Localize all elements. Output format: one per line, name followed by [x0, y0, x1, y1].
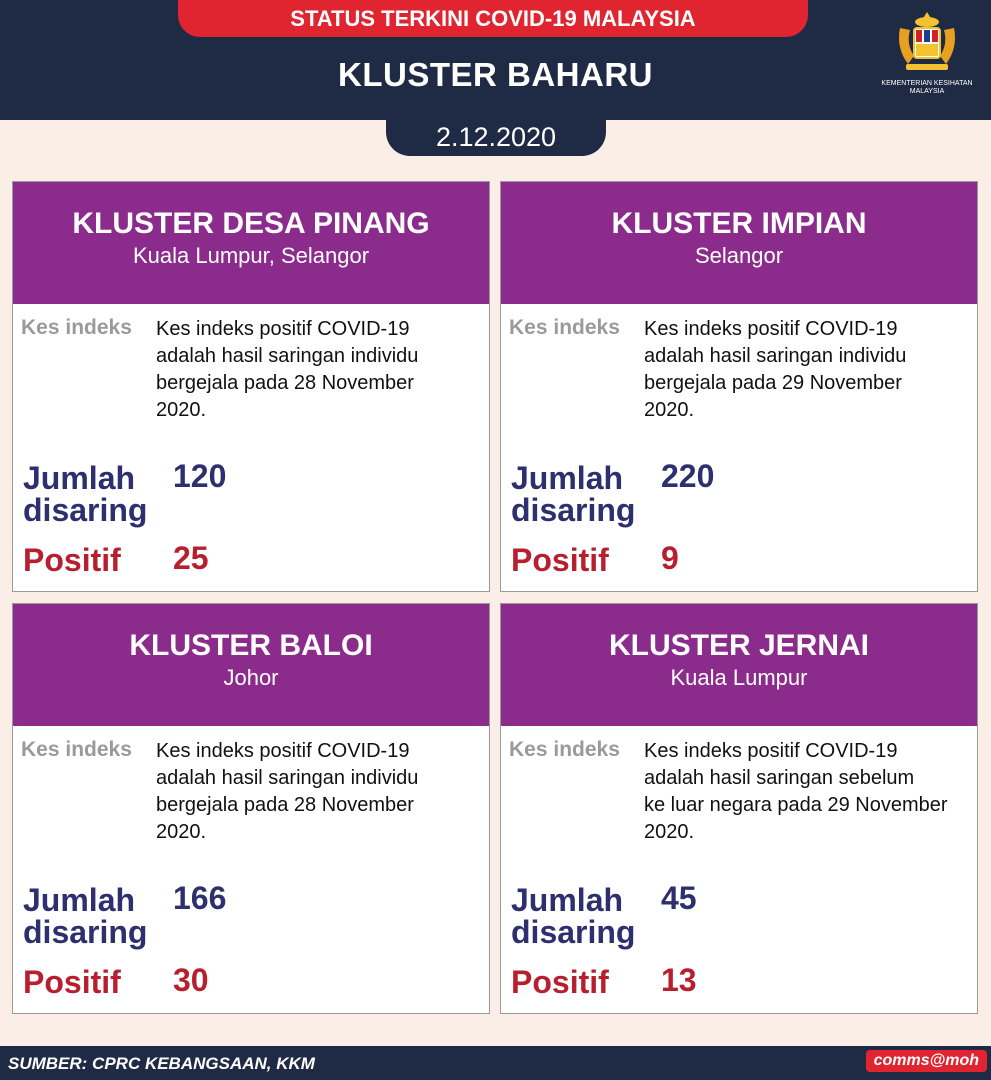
cluster-card	[500, 181, 978, 592]
source-credit: SUMBER: CPRC KEBANGSAAN, KKM	[8, 1054, 315, 1073]
cluster-name: KLUSTER JERNAI	[608, 629, 870, 662]
cluster-name: KLUSTER DESA PINANG	[72, 207, 430, 240]
screened-value: 120	[173, 458, 227, 494]
positive-value: 9	[661, 540, 679, 576]
cluster-location: Kuala Lumpur	[670, 665, 808, 690]
cluster-card	[12, 603, 490, 1014]
positive-value: 13	[661, 962, 697, 998]
positive-label: Positif	[511, 964, 609, 1000]
positive-label: Positif	[511, 542, 609, 578]
positive-value: 25	[173, 540, 209, 576]
cluster-header	[13, 604, 489, 726]
index-case-label: Kes indeks	[21, 316, 132, 339]
screened-label: Jumlah disaring	[511, 882, 636, 950]
logo-text: KEMENTERIAN KESIHATAN MALAYSIA	[881, 80, 973, 95]
screened-value: 220	[661, 458, 715, 494]
index-case-text: Kes indeks positif COVID-19 adalah hasil saringan individu bergejala pada 28 November 2020.	[156, 740, 419, 843]
footer-bar	[0, 1046, 991, 1080]
index-case-label: Kes indeks	[509, 316, 620, 339]
index-case-text: Kes indeks positif COVID-19 adalah hasil saringan sebelum ke luar negara pada 29 November 2020.	[644, 740, 948, 843]
status-banner: STATUS TERKINI COVID-19 MALAYSIA	[178, 0, 808, 37]
index-case-label: Kes indeks	[509, 738, 620, 761]
positive-value: 30	[173, 962, 209, 998]
cluster-name: KLUSTER IMPIAN	[611, 207, 867, 240]
cluster-name: KLUSTER BALOI	[129, 629, 373, 662]
comms-badge: comms@moh	[866, 1050, 987, 1072]
index-case-text: Kes indeks positif COVID-19 adalah hasil saringan individu bergejala pada 29 November 2020.	[644, 318, 907, 421]
screened-label: Jumlah disaring	[511, 460, 636, 528]
screened-value: 166	[173, 880, 227, 916]
cluster-location: Selangor	[694, 243, 784, 268]
cluster-location: Johor	[223, 665, 279, 690]
cluster-header	[501, 182, 977, 304]
positive-label: Positif	[23, 964, 121, 1000]
header-bar	[0, 0, 991, 120]
cluster-card	[500, 603, 978, 1014]
ministry-logo	[872, 8, 982, 108]
screened-label: Jumlah disaring	[23, 882, 148, 950]
cluster-card	[12, 181, 490, 592]
screened-label: Jumlah disaring	[23, 460, 148, 528]
cluster-location: Kuala Lumpur, Selangor	[132, 243, 370, 268]
cluster-header	[13, 182, 489, 304]
cluster-header	[501, 604, 977, 726]
index-case-label: Kes indeks	[21, 738, 132, 761]
date-tab: 2.12.2020	[386, 118, 606, 156]
index-case-text: Kes indeks positif COVID-19 adalah hasil saringan individu bergejala pada 28 November 2020.	[156, 318, 419, 421]
positive-label: Positif	[23, 542, 121, 578]
screened-value: 45	[661, 880, 697, 916]
coat-of-arms-icon	[892, 8, 962, 78]
page-title: KLUSTER BAHARU	[338, 56, 653, 93]
